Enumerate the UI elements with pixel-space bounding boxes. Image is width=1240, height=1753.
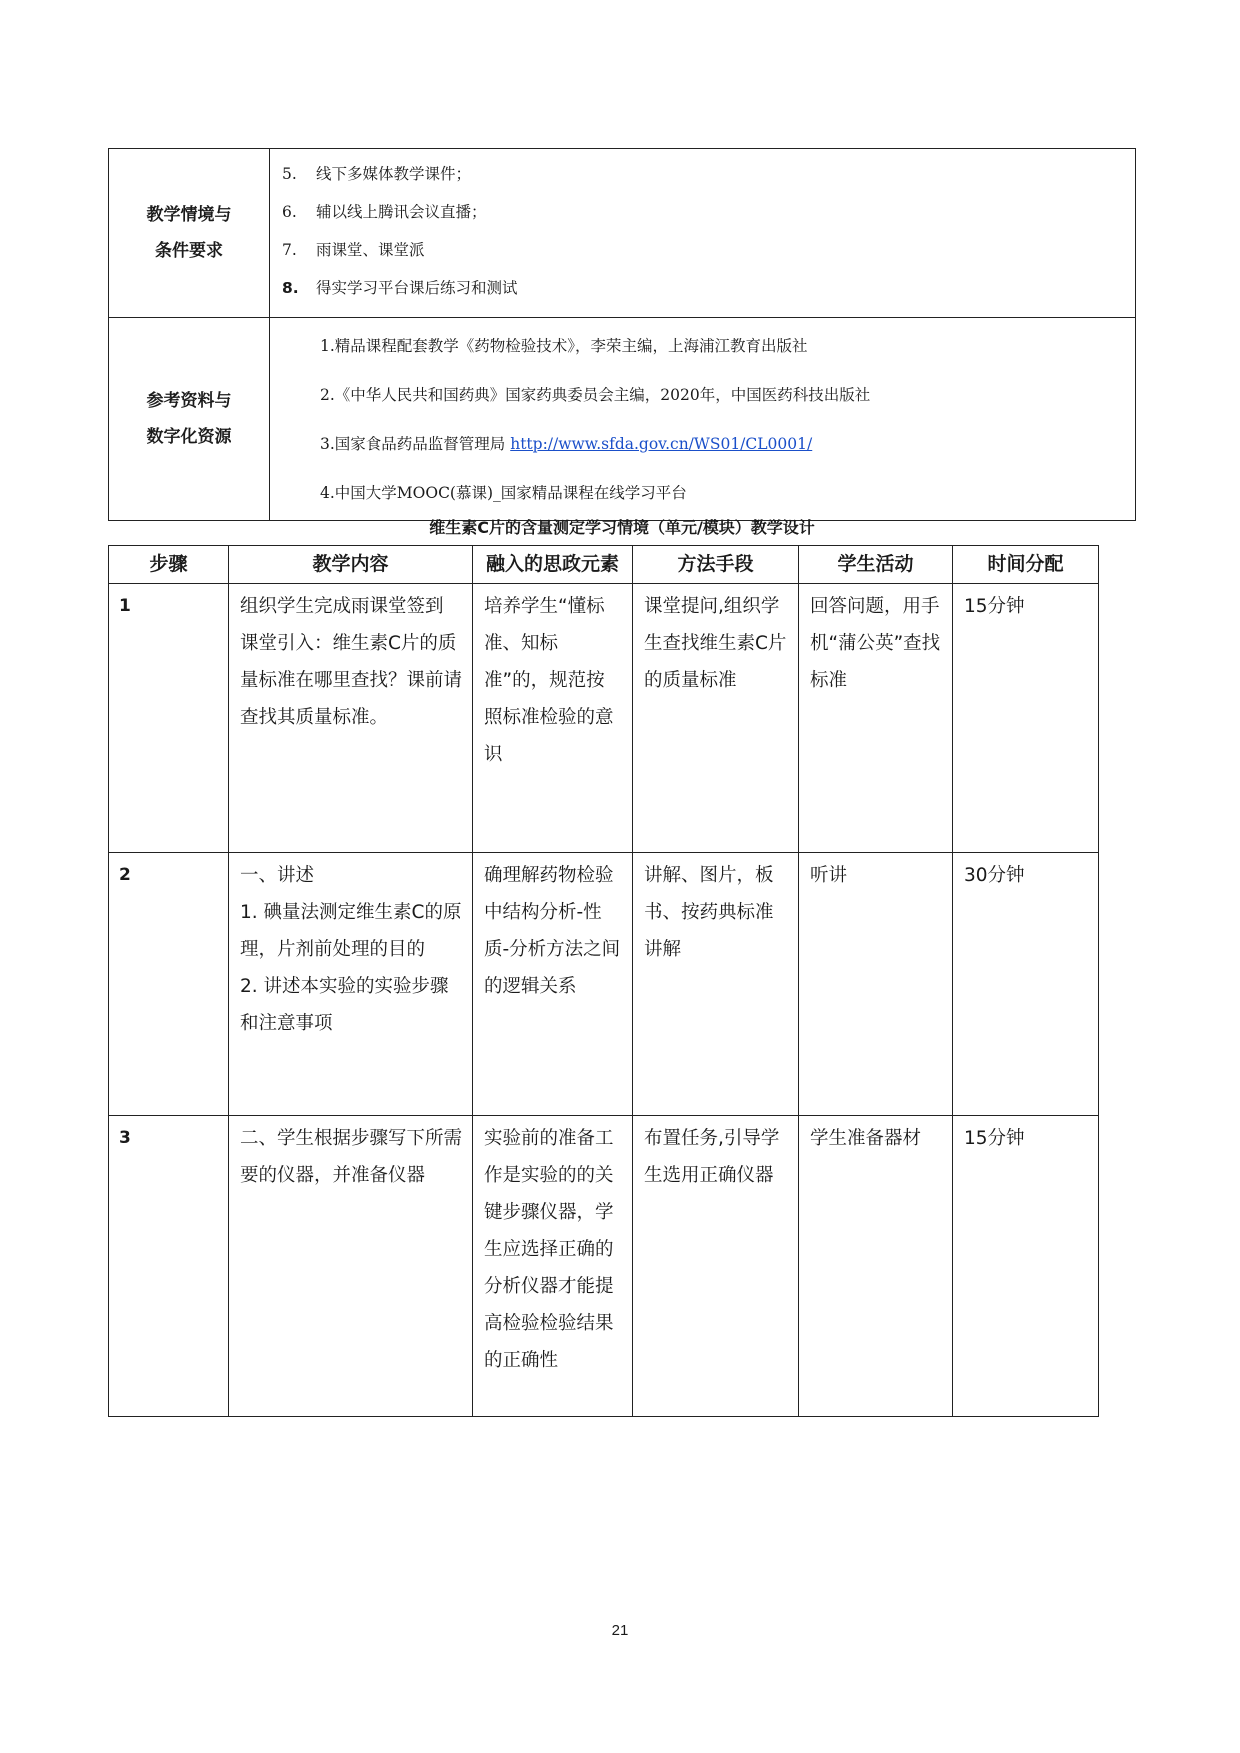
reference-item: 1.精品课程配套教学《药物检验技术》，李荣主编，上海浦江教育出版社 [320, 337, 808, 355]
reference-item: 4.中国大学MOOC(慕课)_国家精品课程在线学习平台 [320, 484, 687, 502]
step-cell: 1 [109, 584, 229, 853]
activity-cell: 回答问题，用手机“蒲公英”查找标准 [799, 584, 953, 853]
list-item [270, 231, 1135, 269]
references-list [270, 318, 1135, 520]
ideology-cell: 实验前的准备工作是实验的的关键步骤仪器，学生应选择正确的分析仪器才能提高检验检验结果的正确性 [473, 1116, 633, 1417]
conditions-row [109, 149, 1136, 318]
content-paragraph: 组织学生完成雨课堂签到 [240, 596, 444, 617]
table-row [109, 584, 1099, 853]
list-item-text: 辅以线上腾讯会议直播； [316, 203, 487, 221]
column-header-step: 步骤 [109, 546, 229, 584]
method-cell: 讲解、图片，板书、按药典标准讲解 [633, 853, 799, 1116]
table-header-row [109, 546, 1099, 584]
conditions-label-line1: 教学情境与 [146, 205, 232, 225]
content-paragraph: 二、学生根据步骤写下所需要的仪器，并准备仪器 [240, 1128, 463, 1186]
activity-cell: 听讲 [799, 853, 953, 1116]
reference-item: 2.《中华人民共和国药典》国家药典委员会主编，2020年，中国医药科技出版社 [320, 386, 871, 404]
references-label [109, 318, 270, 521]
reference-item [270, 420, 1135, 469]
references-label-line1: 参考资料与 [146, 391, 232, 411]
reference-text: 3.国家食品药品监督管理局 [320, 435, 511, 453]
content-paragraph: 1. 碘量法测定维生素C的原理，片剂前处理的目的 [240, 902, 462, 960]
column-header-content: 教学内容 [229, 546, 473, 584]
column-header-method: 方法手段 [633, 546, 799, 584]
section-title: 维生素C片的含量测定学习情境（单元/模块）教学设计 [429, 518, 815, 537]
list-item-number: 5. [282, 165, 297, 183]
step-cell: 2 [109, 853, 229, 1116]
time-cell: 15分钟 [953, 584, 1099, 853]
step-cell: 3 [109, 1116, 229, 1417]
column-header-activity: 学生活动 [799, 546, 953, 584]
activity-cell: 学生准备器材 [799, 1116, 953, 1417]
list-item-number: 7. [282, 241, 297, 259]
page-number: 21 [611, 1622, 629, 1639]
column-header-time: 时间分配 [953, 546, 1099, 584]
references-row [109, 318, 1136, 521]
ideology-cell: 确理解药物检验中结构分析-性质-分析方法之间的逻辑关系 [473, 853, 633, 1116]
list-item [270, 269, 1135, 307]
content-paragraph: 一、讲述 [240, 865, 315, 886]
time-cell: 15分钟 [953, 1116, 1099, 1417]
content-paragraph: 课堂引入：维生素C片的质量标准在哪里查找？课前请查找其质量标准。 [240, 633, 463, 728]
list-item-text: 得实学习平台课后练习和测试 [316, 279, 518, 297]
references-label-line2: 数字化资源 [146, 427, 232, 447]
content-cell [229, 1116, 473, 1417]
list-item-number: 6. [282, 203, 297, 221]
content-cell [229, 853, 473, 1116]
list-item [270, 155, 1135, 193]
references-list-cell [270, 318, 1136, 521]
content-paragraph: 2. 讲述本实验的实验步骤和注意事项 [240, 976, 449, 1034]
list-item-text: 线下多媒体教学课件； [316, 165, 472, 183]
conditions-label [109, 149, 270, 318]
conditions-resources-table [108, 148, 1136, 521]
list-item-text: 雨课堂、课堂派 [316, 241, 425, 259]
method-cell: 布置任务,引导学生选用正确仪器 [633, 1116, 799, 1417]
list-item-number: 8. [282, 279, 299, 297]
sfda-link[interactable]: http://www.sfda.gov.cn/WS01/CL0001/ [510, 435, 813, 453]
table-row [109, 1116, 1099, 1417]
content-cell [229, 584, 473, 853]
conditions-label-line2: 条件要求 [155, 241, 223, 261]
list-item [270, 193, 1135, 231]
ideology-cell: 培养学生“懂标准、知标准”的，规范按照标准检验的意识 [473, 584, 633, 853]
time-cell: 30分钟 [953, 853, 1099, 1116]
conditions-list [270, 149, 1135, 317]
teaching-design-table [108, 545, 1099, 1417]
method-cell: 课堂提问,组织学生查找维生素C片的质量标准 [633, 584, 799, 853]
conditions-list-cell [270, 149, 1136, 318]
column-header-ideology: 融入的思政元素 [473, 546, 633, 584]
table-row [109, 853, 1099, 1116]
